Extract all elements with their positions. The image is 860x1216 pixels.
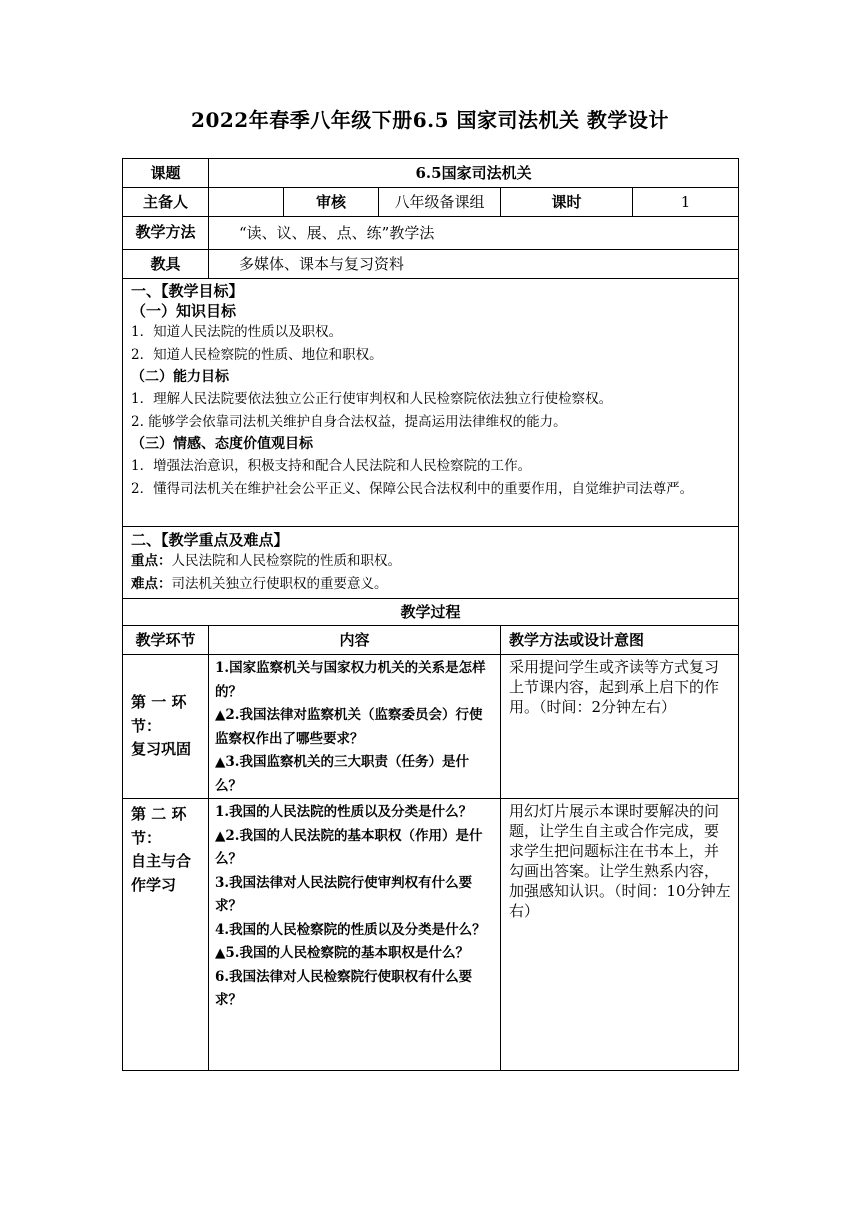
row-preparer bbox=[123, 188, 739, 217]
knowledge-heading: （一）知识目标 bbox=[131, 302, 237, 320]
knowledge-item: 2．知道人民检察院的性质、地位和职权。 bbox=[131, 347, 383, 363]
col-stage-header: 教学环节 bbox=[123, 626, 209, 655]
row-objectives bbox=[123, 279, 739, 527]
question: ▲2.我国的人民法院的基本职权（作用）是什么？ bbox=[215, 827, 483, 867]
hours-value: 1 bbox=[633, 188, 739, 217]
stage-2-content bbox=[209, 799, 501, 1071]
topic-value: 6.5国家司法机关 bbox=[209, 159, 739, 188]
process-heading: 教学过程 bbox=[123, 599, 739, 626]
stage-2-line: 自主与合 bbox=[131, 852, 192, 870]
process-row-1 bbox=[123, 655, 739, 799]
row-process-columns bbox=[123, 626, 739, 655]
method-label: 教学方法 bbox=[123, 217, 209, 250]
process-row-2 bbox=[123, 799, 739, 1071]
question: 3.我国法律对人民法院行使审判权有什么要求？ bbox=[215, 874, 473, 914]
tools-label: 教具 bbox=[123, 250, 209, 279]
stage-1-method: 采用提问学生或齐读等方式复习上节课内容，起到承上启下的作用。（时间：2分钟左右） bbox=[501, 655, 739, 799]
row-key-points bbox=[123, 527, 739, 599]
question: ▲3.我国监察机关的三大职责（任务）是什么？ bbox=[215, 754, 469, 794]
knowledge-item: 1．知道人民法院的性质以及职权。 bbox=[131, 324, 343, 340]
ability-heading: （二）能力目标 bbox=[131, 369, 229, 385]
question: 4.我国的人民检察院的性质以及分类是什么？ bbox=[215, 921, 486, 938]
stage-1-line: 第 一 环 bbox=[131, 693, 187, 712]
objectives-heading: 一、【教学目标】 bbox=[131, 282, 244, 300]
col-content-header: 内容 bbox=[209, 626, 501, 655]
row-tools bbox=[123, 250, 739, 279]
document-title: 2022年春季八年级下册6.5 国家司法机关 教学设计 bbox=[191, 108, 669, 132]
question: 1.国家监察机关与国家权力机关的关系是怎样的？ bbox=[215, 660, 486, 700]
ability-item: 1．理解人民法院要依法独立公正行使审判权和人民检察院依法独立行使检察权。 bbox=[131, 391, 613, 407]
row-method bbox=[123, 217, 739, 250]
question: ▲5.我国的人民检察院的基本职权是什么？ bbox=[215, 945, 469, 961]
question: 6.我国法律对人民检察院行使职权有什么要求？ bbox=[215, 968, 473, 1008]
lesson-plan-table bbox=[122, 158, 739, 1071]
difficult-text: 司法机关独立行使职权的重要意义。 bbox=[171, 576, 388, 592]
row-topic bbox=[123, 159, 739, 188]
difficult-label: 难点： bbox=[131, 576, 172, 592]
stage-2-line: 作学习 bbox=[131, 875, 177, 894]
key-points-heading: 二、【教学重点及难点】 bbox=[131, 531, 289, 549]
objectives-section bbox=[123, 279, 739, 527]
hours-label: 课时 bbox=[501, 188, 633, 217]
stage-2-line: 第 二 环 bbox=[131, 805, 187, 823]
ability-item: 2. 能够学会依靠司法机关维护自身合法权益，提高运用法律维权的能力。 bbox=[131, 414, 567, 430]
reviewer-value: 八年级备课组 bbox=[379, 188, 501, 217]
difficult-point-line bbox=[131, 573, 732, 596]
key-points-section bbox=[123, 527, 739, 599]
tools-value: 多媒体、课本与复习资料 bbox=[209, 250, 739, 279]
preparer-value bbox=[209, 188, 284, 217]
topic-label: 课题 bbox=[123, 159, 209, 188]
method-value: “读、议、展、点、练”教学法 bbox=[209, 217, 739, 250]
question: 1.我国的人民法院的性质以及分类是什么？ bbox=[215, 804, 473, 820]
emotion-item: 2．懂得司法机关在维护社会公平正义、保障公民合法权利中的重要作用，自觉维护司法尊严。 bbox=[131, 481, 694, 497]
stage-2-cell bbox=[123, 799, 209, 1071]
key-point-line bbox=[131, 550, 732, 573]
key-text: 人民法院和人民检察院的性质和职权。 bbox=[171, 553, 401, 569]
question: ▲2.我国法律对监察机关（监察委员会）行使监察权作出了哪些要求？ bbox=[215, 707, 483, 747]
stage-1-line: 节： bbox=[131, 716, 162, 735]
stage-1-content bbox=[209, 655, 501, 799]
emotion-heading: （三）情感、态度价值观目标 bbox=[131, 436, 313, 452]
stage-1-line: 复习巩固 bbox=[131, 740, 192, 759]
emotion-item: 1．增强法治意识，积极支持和配合人民法院和人民检察院的工作。 bbox=[131, 458, 532, 474]
stage-2-line: 节： bbox=[131, 828, 162, 847]
stage-1-cell bbox=[123, 655, 209, 799]
stage-2-method: 用幻灯片展示本课时要解决的问题，让学生自主或合作完成，要求学生把问题标注在书本上，并勾画出答案。让学生熟系内容，加强感知认识。（时间：10分钟左右） bbox=[501, 799, 739, 1071]
col-method-header: 教学方法或设计意图 bbox=[501, 626, 739, 655]
preparer-label: 主备人 bbox=[123, 188, 209, 217]
key-label: 重点： bbox=[131, 553, 172, 569]
reviewer-label: 审核 bbox=[284, 188, 379, 217]
row-process-heading bbox=[123, 599, 739, 626]
